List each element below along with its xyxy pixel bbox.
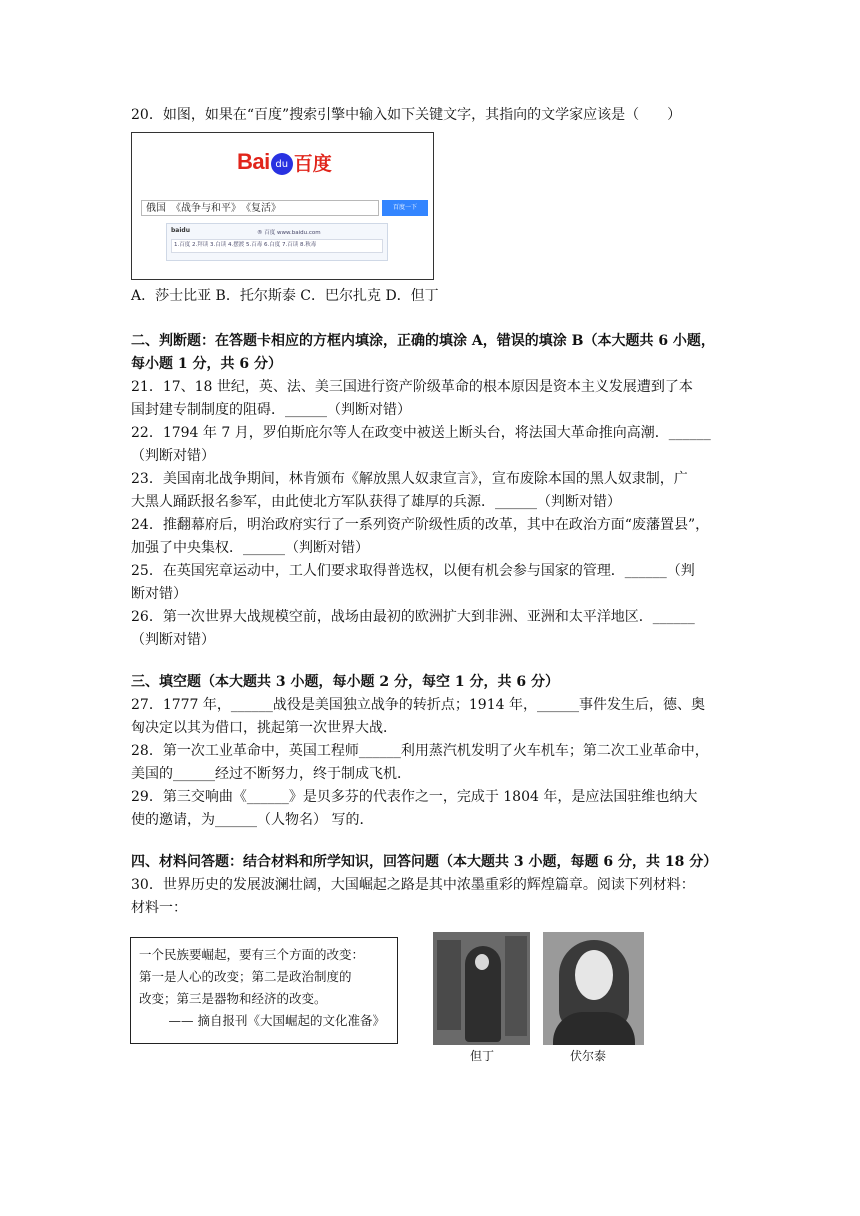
q29-line-2: 使的邀请，为______（人物名） 写的． [131,812,374,828]
section2-title-1: 二、判断题：在答题卡相应的方框内填涂，正确的填涂 A，错误的填涂 B（本大题共 6 小题， [131,333,715,349]
q27-line-1: 27．1777 年，______战役是美国独立战争的转折点；1914 年，______事件发生后，德、奥 [131,697,705,713]
baidu-suggest-box [166,223,388,261]
q28-line-1: 28．第一次工业革命中，英国工程师______利用蒸汽机发明了火车机车；第二次工业革命中， [131,743,709,759]
material-quote-box [130,937,398,1044]
suggest-brand: baidu [171,227,190,234]
baidu-logo-chinese: 百度 [293,152,332,175]
q23-line-1: 23．美国南北战争期间，林肯颁布《解放黑人奴隶宣言》，宣布废除本国的黑人奴隶制，广 [131,471,688,487]
q30-line-1: 30．世界历史的发展波澜壮阔，大国崛起之路是其中浓墨重彩的辉煌篇章。阅读下列材料： [131,877,695,893]
quote-line-2: 第一是人心的改变；第二是政治制度的 [139,969,352,984]
baidu-search-button: 百度一下 [382,200,428,216]
quote-line-3: 改变；第三是器物和经济的改变。 [139,991,327,1006]
voltaire-portrait [543,932,644,1045]
baidu-screenshot [131,132,434,280]
section2-title-2: 每小题 1 分，共 6 分） [131,356,282,372]
q20-stem: 20．如图，如果在“百度”搜索引擎中输入如下关键文字，其指向的文学家应该是（ ） [131,107,682,123]
baidu-search-input: 俄国 《战争与和平》 《复活》 [141,200,379,216]
q22-line-1: 22．1794 年 7 月，罗伯斯庇尔等人在政变中被送上断头台，将法国大革命推向高潮．______ [131,425,711,441]
q21-line-2: 国封建专制制度的阻碍．______（判断对错） [131,402,411,418]
q25-line-1: 25．在英国宪章运动中，工人们要求取得普选权，以便有机会参与国家的管理．______（判 [131,563,695,579]
quote-source: —— 摘自报刊《大国崛起的文化准备》 [168,1013,385,1028]
q23-line-2: 大黑人踊跃报名参军，由此使北方军队获得了雄厚的兵源．______（判断对错） [131,494,621,510]
section3-title: 三、填空题（本大题共 3 小题，每小题 2 分，每空 1 分，共 6 分） [131,674,559,690]
section4-title: 四、材料问答题：结合材料和所学知识，回答问题（本大题共 3 小题，每题 6 分，共 18 分） [131,854,718,870]
q26-line-1: 26．第一次世界大战规模空前，战场由最初的欧洲扩大到非洲、亚洲和太平洋地区．______ [131,609,695,625]
q22-line-2: （判断对错） [131,448,215,464]
suggest-url: ® 百度 www.baidu.com [257,230,321,236]
caption-voltaire: 伏尔泰 [570,1049,607,1063]
baidu-logo-text: Bai [237,149,270,174]
q30-line-2: 材料一： [131,900,187,916]
q24-line-2: 加强了中央集权．______（判断对错） [131,540,369,556]
dante-portrait [433,932,530,1045]
q28-line-2: 美国的______经过不断努力，终于制成飞机． [131,766,411,782]
q25-line-2: 断对错） [131,586,187,602]
q26-line-2: （判断对错） [131,632,215,648]
q29-line-1: 29．第三交响曲《______》是贝多芬的代表作之一，完成于 1804 年，是应法国驻维也纳大 [131,789,698,805]
quote-line-1: 一个民族要崛起，要有三个方面的改变： [139,947,365,962]
q27-line-2: 匈决定以其为借口，挑起第一次世界大战． [131,720,397,736]
q24-line-1: 24．推翻幕府后，明治政府实行了一系列资产阶级性质的改革，其中在政治方面“废藩置县”， [131,517,710,533]
baidu-logo [237,149,332,175]
caption-dante: 但丁 [470,1049,495,1063]
baidu-paw-icon: du [271,153,293,175]
q20-options: A．莎士比亚 B．托尔斯泰 C．巴尔扎克 D．但丁 [131,288,439,304]
suggest-items: 1.百度 2.拜读 3.白读 4.摆渡 5.百毒 6.白度 7.百读 8.秋毒 [171,239,383,253]
q21-line-1: 21．17、18 世纪，英、法、美三国进行资产阶级革命的根本原因是资本主义发展遭到了本 [131,379,693,395]
